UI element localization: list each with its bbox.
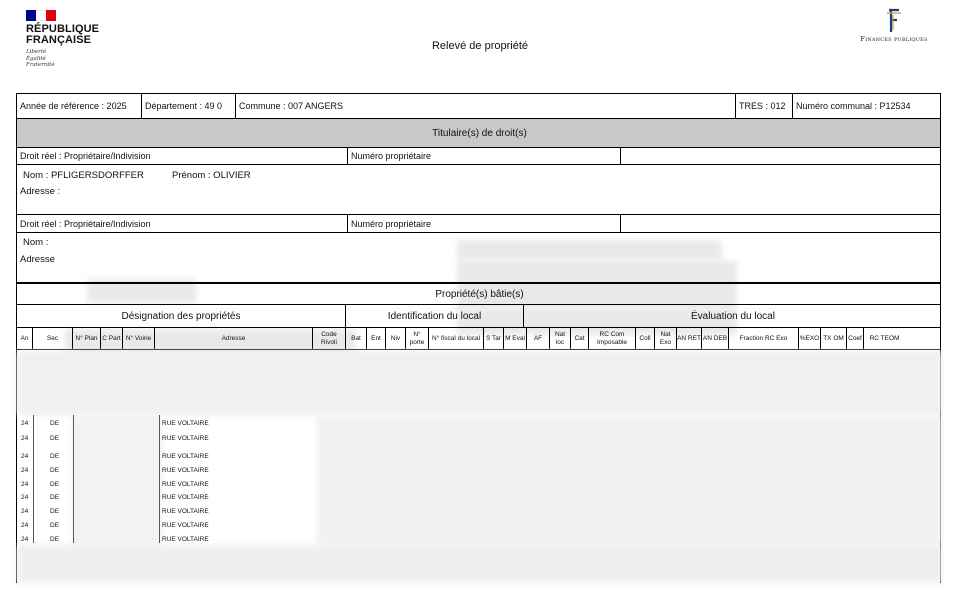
column-header: An [17,328,33,349]
column-header: C Part [101,328,123,349]
column-separator [73,415,74,543]
fp-label: Finances publiques [860,35,928,43]
owner-2-adresse-label: Adresse [20,254,55,265]
owner-2-numero-label: Numéro propriétaire [348,215,621,232]
group-evaluation: Évaluation du local [691,310,775,322]
column-header: Adresse [155,328,313,349]
group-designation: Désignation des propriétés [17,305,346,327]
table-row [17,492,217,505]
owner-1-numero-value [621,148,721,164]
owner-1-droit-row [17,148,940,165]
row-an: 24 [21,481,29,488]
column-header: RC TEOM [869,334,900,342]
row-adresse: RUE VOLTAIRE [162,536,209,543]
row-an: 24 [21,536,29,543]
row-sec: DE [50,536,60,543]
row-sec: DE [50,481,60,488]
column-header: N° Voirie [123,328,155,349]
row-an: 24 [21,435,29,442]
column-header: Nat loc [550,328,571,349]
departement: Département : 49 0 [142,94,236,118]
column-header: Cat [571,328,589,349]
row-sec: DE [50,467,60,474]
column-header: Coll [636,328,655,349]
table-row [17,465,217,478]
batie-title-row [17,283,940,305]
owner-1-identity [17,165,940,215]
batie-redacted-bottom [17,545,942,583]
batie-redacted-top [17,351,942,415]
row-sec: DE [50,420,60,427]
row-an: 24 [21,494,29,501]
table-row [17,479,217,492]
column-header: Nat Exo [655,328,677,349]
table-row [17,520,217,533]
releve-frame [16,93,941,583]
row-an: 24 [21,508,29,515]
row-an: 24 [21,453,29,460]
batie-redacted-values [317,415,942,545]
row-sec: DE [50,508,60,515]
column-header: N° Plan [73,328,101,349]
commune: Commune : 007 ANGERS [236,94,736,118]
row-adresse: RUE VOLTAIRE [162,453,209,460]
row-adresse: RUE VOLTAIRE [162,508,209,515]
row-sec: DE [50,435,60,442]
francaise-line: FRANÇAISE [26,34,92,46]
row-sec: DE [50,494,60,501]
row-adresse: RUE VOLTAIRE [162,522,209,529]
owner-1-droit: Droit réel : Propriétaire/Indivision [17,148,348,164]
column-header: RC Com Imposable [589,328,636,349]
table-row [17,534,217,547]
batie-title: Propriété(s) bâtie(s) [435,288,524,300]
owner-2-droit-row [17,215,940,233]
column-header: TX OM [821,328,847,349]
column-separator [159,415,160,543]
owner-2-nom: Nom : [23,237,49,248]
owner-2-numero-value [621,215,721,232]
column-header: S Tar [484,328,504,349]
owner-2-identity [17,233,940,283]
numero-communal: Numéro communal : P12534 [796,101,911,111]
row-adresse: RUE VOLTAIRE [162,481,209,488]
column-header: Code Rivoli [313,328,346,349]
french-flag-icon [26,10,56,21]
column-header: AF [527,328,550,349]
document-title: Relevé de propriété [431,40,528,52]
republique-line: RÉPUBLIQUE [26,23,100,35]
row-sec: DE [50,453,60,460]
column-header: Ent [367,328,386,349]
row-an: 24 [21,420,29,427]
titulaires-title: Titulaire(s) de droit(s) [432,127,527,139]
column-header: M Eval [504,328,527,349]
titulaires-band [17,119,940,148]
row-an: 24 [21,522,29,529]
column-header: N° porte [406,328,429,349]
owner-1-adresse-label: Adresse : [20,186,61,197]
column-header: AN DEB [702,328,729,349]
column-header: Sec [33,328,73,349]
owner-1-prenom: Prénom : OLIVIER [172,170,251,181]
column-header: Coef [847,328,864,349]
row-adresse: RUE VOLTAIRE [162,467,209,474]
column-header: N° fiscal du local [429,328,484,349]
motto: Liberté Égalité Fraternité [26,49,55,68]
batie-column-row [17,328,940,350]
column-header: %EXO [799,328,821,349]
column-separator [33,415,34,543]
finances-publiques-icon [883,8,905,34]
owner-1-numero-label: Numéro propriétaire [348,148,621,164]
owner-2-droit: Droit réel : Propriétaire/Indivision [17,215,348,232]
column-header: AN RET [677,328,702,349]
table-row [17,433,217,446]
batie-group-row [17,305,940,328]
row-an: 24 [21,467,29,474]
finances-publiques-logo [854,8,934,43]
tres: TRES : 012 [736,94,793,118]
info-row [17,93,940,119]
table-row [17,506,217,519]
table-row [17,418,217,431]
row-adresse: RUE VOLTAIRE [162,435,209,442]
row-adresse: RUE VOLTAIRE [162,494,209,501]
owner-1-nom: Nom : PFLIGERSDORFFER [23,170,144,181]
column-header: Fraction RC Exo [729,328,799,349]
annee-reference: Année de référence : 2025 [17,94,142,118]
column-header: Niv [386,328,406,349]
row-adresse: RUE VOLTAIRE [162,420,209,427]
table-row [17,451,217,464]
group-identification: Identification du local [346,305,524,327]
column-header: Bat [346,328,367,349]
row-sec: DE [50,522,60,529]
